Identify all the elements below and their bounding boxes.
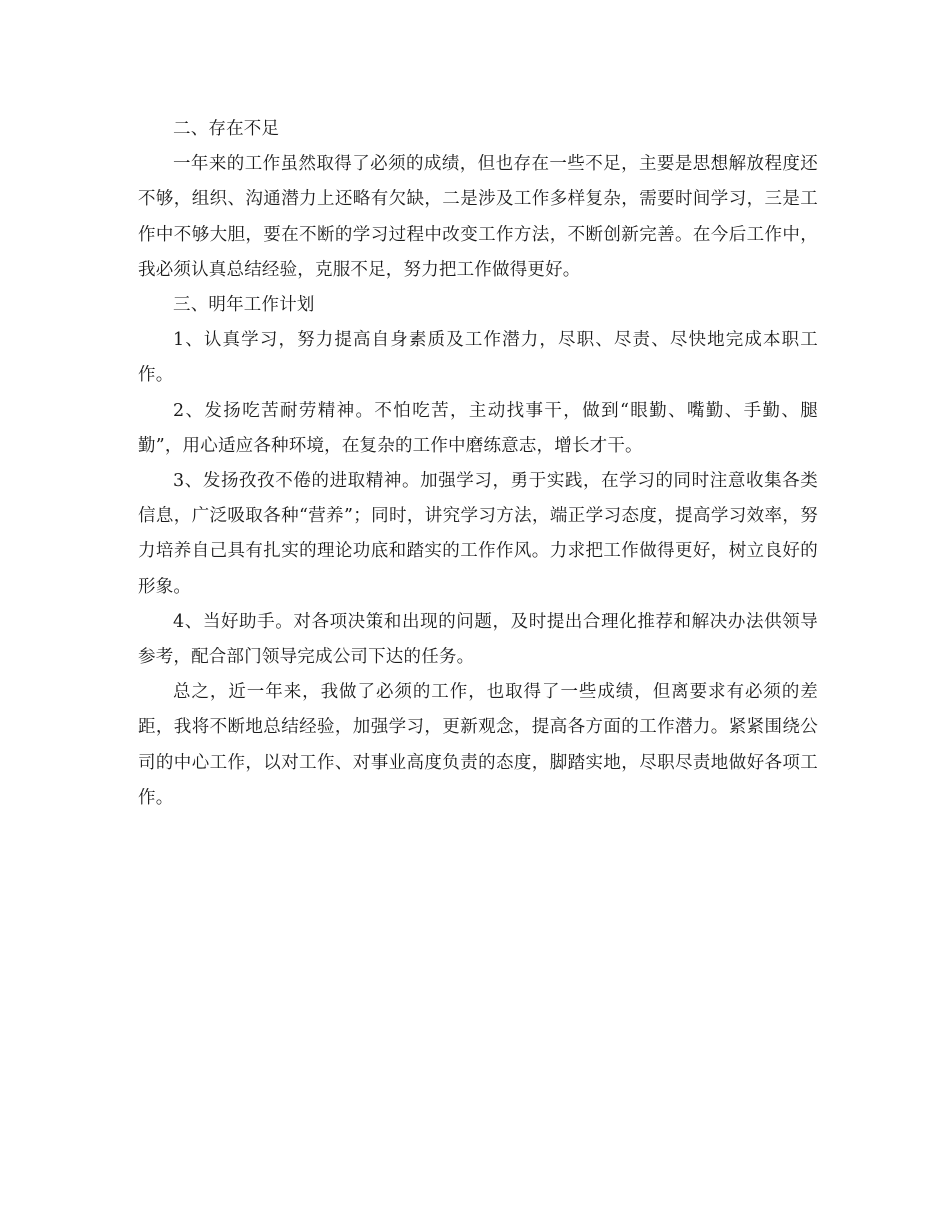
paragraph-conclusion: 总之，近一年来，我做了必须的工作，也取得了一些成绩，但离要求有必须的差距，我将不断地总结经验，加强学习，更新观念，提高各方面的工作潜力。紧紧围绕公司的中心工作，以对工作、对事业高度负责的态度，脚踏实地，尽职尽责地做好各项工作。 [138,682,818,808]
paragraph-shortcomings: 一年来的工作虽然取得了必须的成绩，但也存在一些不足，主要是思想解放程度还不够，组织、沟通潜力上还略有欠缺，二是涉及工作多样复杂，需要时间学习，三是工作中不够大胆，要在不断的学习过程中改变工作方法，不断创新完善。在今后工作中，我必须认真总结经验，克服不足，努力把工作做得更好。 [138,154,818,280]
plan-item-1: 1、认真学习，努力提高自身素质及工作潜力，尽职、尽责、尽快地完成本职工作。 [138,330,818,386]
section-heading-shortcomings: 二、存在不足 [173,119,280,139]
plan-item-2: 2、发扬吃苦耐劳精神。不怕吃苦，主动找事干，做到“眼勤、嘴勤、手勤、腿勤”，用心适应各种环境，在复杂的工作中磨练意志，增长才干。 [138,400,818,456]
plan-item-4: 4、当好助手。对各项决策和出现的问题，及时提出合理化推荐和解决办法供领导参考，配合部门领导完成公司下达的任务。 [138,611,818,668]
plan-item-3: 3、发扬孜孜不倦的进取精神。加强学习，勇于实践，在学习的同时注意收集各类信息，广泛吸取各种“营养”；同时，讲究学习方法，端正学习态度，提高学习效率，努力培养自己具有扎实的理论功底和踏实的工作作风。力求把工作做得更好，树立良好的形象。 [138,471,818,597]
document-body [138,112,818,816]
section-heading-next-year-plan: 三、明年工作计划 [173,295,315,316]
